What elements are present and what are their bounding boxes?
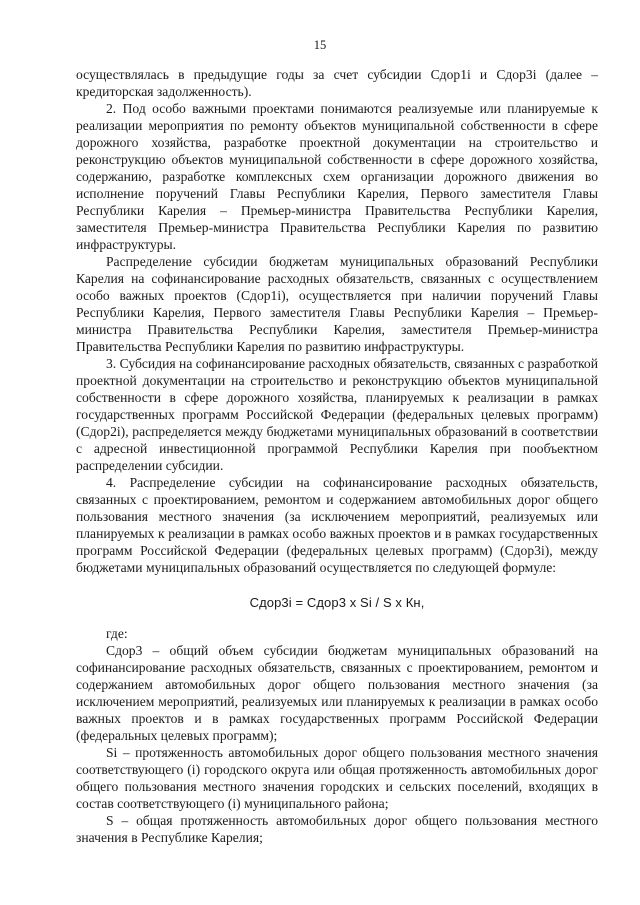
page-number: 15: [313, 38, 327, 52]
definition-s: S – общая протяженность автомобильных дорог общего пользования местного значения в Республике Карелия;: [76, 813, 598, 845]
paragraph-continuation: осуществлялась в предыдущие годы за счет субсидии Сдор1i и Сдор3i (далее – кредиторская задолженность).: [76, 67, 598, 99]
paragraph-item-4: 4. Распределение субсидии на софинансирование расходных обязательств, связанных с проектированием, ремонтом и содержанием автомобильных дорог общего пользования местного значения (за исключением мероприятий, реализуемых или планируемых к реализации в рамках особо важных проектов и в рамках государственных программ Российской Федерации (федеральных целевых программ) (Сдор3i), между бюджетами муниципальных образований осуществляется по следующей формуле:: [76, 475, 598, 575]
paragraph-item-3: 3. Субсидия на софинансирование расходных обязательств, связанных с разработкой проектной документации на строительство и реконструкцию объектов муниципальной собственности в сфере дорожного хозяйства, планируемых к реализации в рамках государственных программ Российской Федерации (федеральных целевых программ) (Сдор2i), распределяется между бюджетами муниципальных образований в соответствии с адресной инвестиционной программой Республики Карелия при пообъектном распределении субсидии.: [76, 356, 598, 473]
paragraph-distribution-sdor1: Распределение субсидии бюджетам муниципальных образований Республики Карелия на софинансирование расходных обязательств, связанных с осуществлением особо важных проектов (Сдор1i), осуществляется при наличии поручений Главы Республики Карелия, Первого заместителя Главы Республики Карелия – Премьер-министра Правительства Республики Карелия, заместителя Премьер-министра Правительства Республики Карелия по развитию инфраструктуры.: [76, 254, 598, 354]
paragraph-item-2: 2. Под особо важными проектами понимаются реализуемые или планируемые к реализации мероприятия по ремонту объектов муниципальной собственности в сфере дорожного хозяйства, разработке проектной документации на строительство и реконструкцию объектов муниципальной собственности в сфере дорожного хозяйства, содержанию, разработке комплексных схем организации дорожного движения во исполнение поручений Главы Республики Карелия, Первого заместителя Главы Республики Карелия – Премьер-министра Правительства Республики Карелия, заместителя Премьер-министра Правительства Республики Карелия по развитию инфраструктуры.: [76, 101, 598, 252]
definition-sdor3: Сдор3 – общий объем субсидии бюджетам муниципальных образований на софинансирование расходных обязательств, связанных с проектированием, ремонтом и содержанием автомобильных дорог общего пользования местного значения (за исключением мероприятий, реализуемых или планируемых к реализации в рамках особо важных проектов и в рамках государственных программ Российской Федерации (федеральных целевых программ);: [76, 643, 598, 743]
definition-si: Si – протяженность автомобильных дорог общего пользования местного значения соответствующего (i) городского округа или общая протяженность автомобильных дорог общего пользования местного значения городских и сельских поселений, входящих в состав соответствующего (i) муниципального района;: [76, 745, 598, 811]
formula-where-label: где:: [106, 626, 128, 641]
formula: Сдор3i = Сдор3 x Si / S x Кн,: [249, 595, 425, 610]
body-text: [76, 66, 598, 846]
